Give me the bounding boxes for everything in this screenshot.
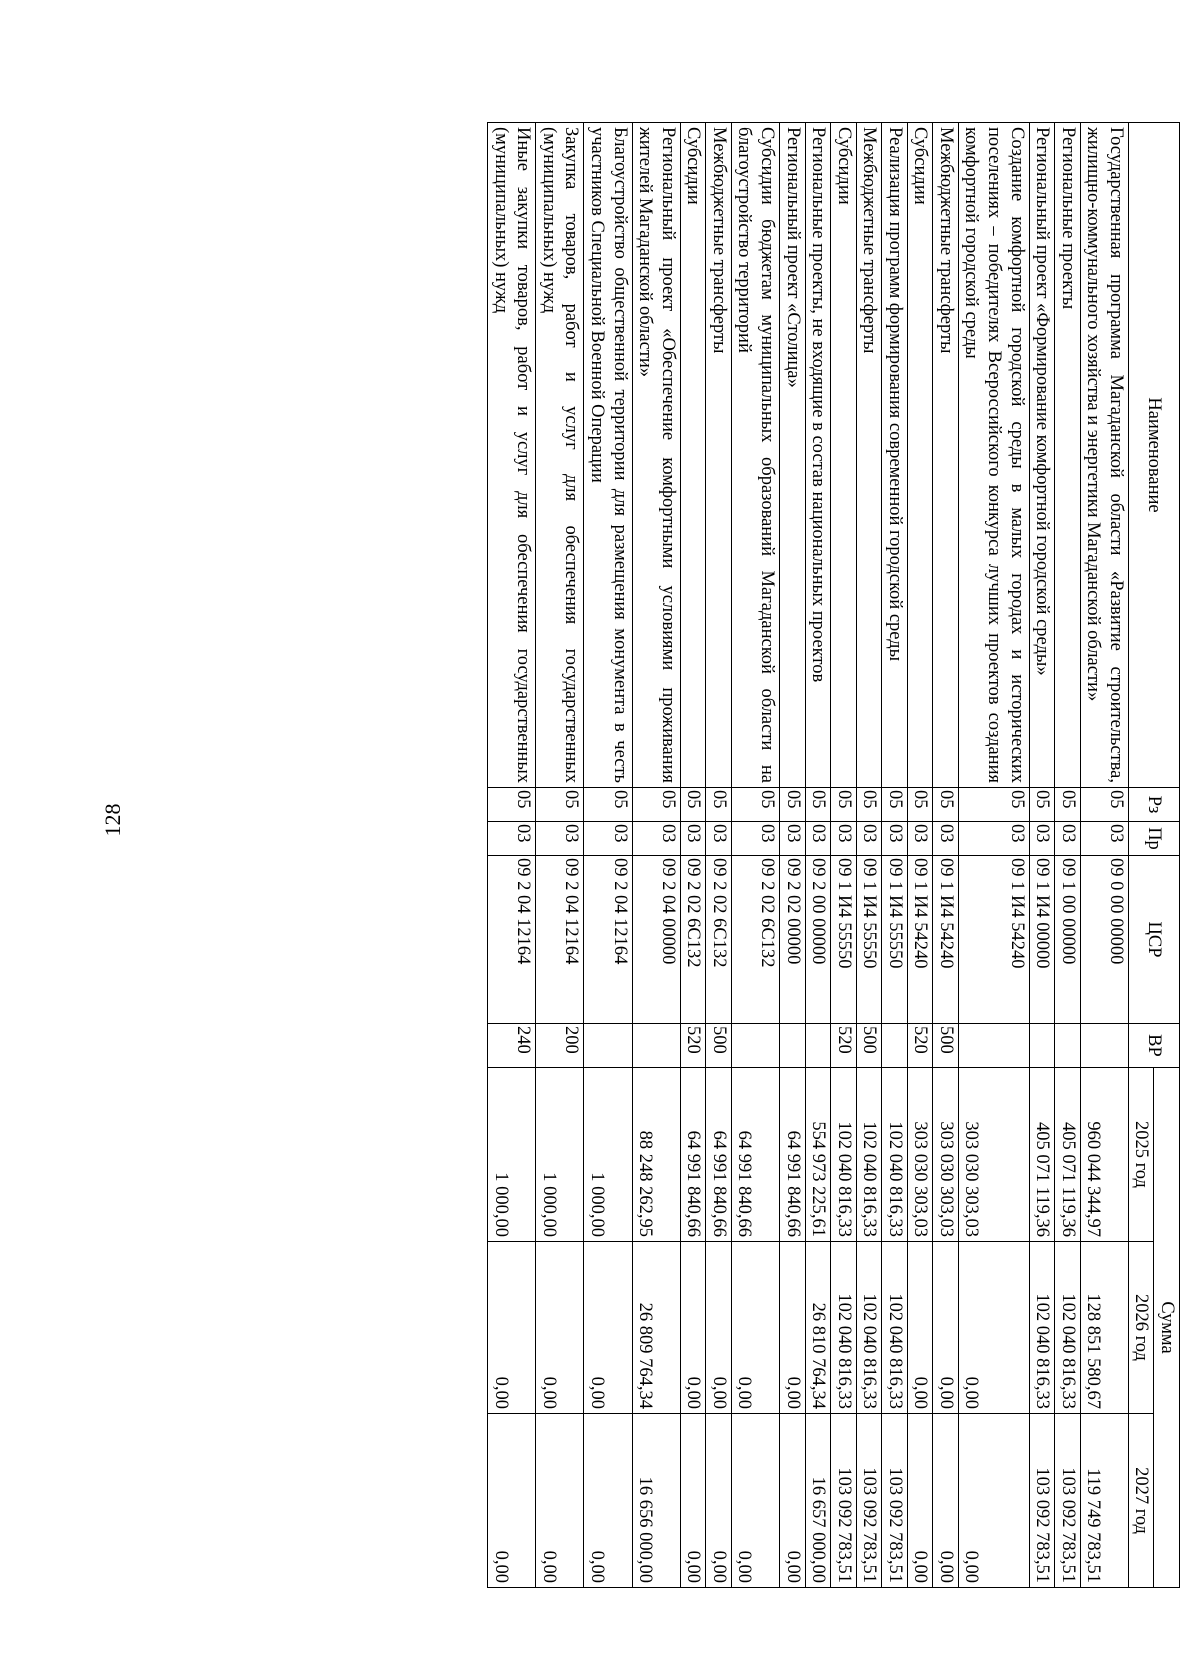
table-row xyxy=(488,123,536,1588)
row-sum-2027: 0,00 xyxy=(680,1414,706,1588)
row-sum-2027: 103 092 783,51 xyxy=(856,1414,882,1588)
table-row xyxy=(632,123,680,1588)
row-sum-2025: 102 040 816,33 xyxy=(856,1068,882,1242)
row-csr: 09 1 И4 54240 xyxy=(958,856,1029,1024)
row-sum-2027: 0,00 xyxy=(958,1414,1029,1588)
row-rz: 05 xyxy=(805,788,831,822)
row-vr xyxy=(584,1024,632,1068)
row-name: Государственная программа Магаданской области «Развитие строительства, жилищно-коммунального хозяйства и энергетики Магаданской области» xyxy=(1080,123,1128,788)
row-sum-2025: 303 030 303,03 xyxy=(907,1068,933,1242)
table-row xyxy=(1029,123,1055,1588)
row-name: Субсидии xyxy=(831,123,857,788)
table-row xyxy=(680,123,706,1588)
row-rz: 05 xyxy=(536,788,584,822)
row-rz: 05 xyxy=(1055,788,1081,822)
row-vr xyxy=(1055,1024,1081,1068)
row-sum-2027: 103 092 783,51 xyxy=(1055,1414,1081,1588)
row-sum-2025: 64 991 840,66 xyxy=(731,1068,779,1242)
row-sum-2025: 303 030 303,03 xyxy=(933,1068,959,1242)
row-vr: 520 xyxy=(907,1024,933,1068)
table-row xyxy=(856,123,882,1588)
row-sum-2027: 0,00 xyxy=(706,1414,732,1588)
row-sum-2027: 103 092 783,51 xyxy=(882,1414,908,1588)
row-sum-2025: 405 071 119,36 xyxy=(1029,1068,1055,1242)
row-csr: 09 1 И4 54240 xyxy=(907,856,933,1024)
row-csr: 09 2 00 00000 xyxy=(805,856,831,1024)
row-vr: 500 xyxy=(706,1024,732,1068)
row-sum-2027: 0,00 xyxy=(488,1414,536,1588)
table-row xyxy=(805,123,831,1588)
row-pr: 03 xyxy=(706,822,732,856)
row-pr: 03 xyxy=(536,822,584,856)
row-sum-2026: 26 810 764,34 xyxy=(805,1242,831,1414)
row-pr: 03 xyxy=(1029,822,1055,856)
row-csr: 09 1 И4 00000 xyxy=(1029,856,1055,1024)
budget-table xyxy=(487,122,1180,1588)
table-row xyxy=(958,123,1029,1588)
row-rz: 05 xyxy=(907,788,933,822)
table-row xyxy=(1055,123,1081,1588)
row-rz: 05 xyxy=(584,788,632,822)
row-sum-2027: 0,00 xyxy=(536,1414,584,1588)
row-pr: 03 xyxy=(958,822,1029,856)
row-vr: 520 xyxy=(831,1024,857,1068)
row-sum-2026: 0,00 xyxy=(958,1242,1029,1414)
row-vr xyxy=(780,1024,806,1068)
row-csr: 09 0 00 00000 xyxy=(1080,856,1128,1024)
row-name: Субсидии xyxy=(907,123,933,788)
row-pr: 03 xyxy=(933,822,959,856)
row-sum-2025: 88 248 262,95 xyxy=(632,1068,680,1242)
row-sum-2027: 119 749 783,51 xyxy=(1080,1414,1128,1588)
table-row xyxy=(882,123,908,1588)
row-sum-2027: 103 092 783,51 xyxy=(1029,1414,1055,1588)
row-rz: 05 xyxy=(1029,788,1055,822)
row-sum-2025: 102 040 816,33 xyxy=(831,1068,857,1242)
row-csr: 09 2 02 6С132 xyxy=(706,856,732,1024)
row-vr xyxy=(731,1024,779,1068)
row-sum-2027: 0,00 xyxy=(907,1414,933,1588)
row-pr: 03 xyxy=(856,822,882,856)
row-rz: 05 xyxy=(831,788,857,822)
row-pr: 03 xyxy=(1080,822,1128,856)
row-sum-2026: 0,00 xyxy=(584,1242,632,1414)
row-vr xyxy=(1029,1024,1055,1068)
row-sum-2027: 0,00 xyxy=(780,1414,806,1588)
row-sum-2027: 0,00 xyxy=(933,1414,959,1588)
row-csr: 09 1 И4 55550 xyxy=(856,856,882,1024)
row-sum-2025: 405 071 119,36 xyxy=(1055,1068,1081,1242)
row-csr: 09 2 02 00000 xyxy=(780,856,806,1024)
table-row xyxy=(706,123,732,1588)
row-sum-2025: 102 040 816,33 xyxy=(882,1068,908,1242)
row-sum-2026: 0,00 xyxy=(731,1242,779,1414)
row-sum-2026: 0,00 xyxy=(780,1242,806,1414)
row-vr: 520 xyxy=(680,1024,706,1068)
row-pr: 03 xyxy=(805,822,831,856)
row-rz: 05 xyxy=(933,788,959,822)
row-csr: 09 1 И4 55550 xyxy=(831,856,857,1024)
row-csr: 09 2 04 00000 xyxy=(632,856,680,1024)
header-year-2025: 2025 год xyxy=(1128,1068,1154,1242)
row-name: Иные закупки товаров, работ и услуг для обеспечения государственных (муниципальных) нужд xyxy=(488,123,536,788)
row-name: Субсидии xyxy=(680,123,706,788)
table-body xyxy=(488,123,1129,1588)
row-vr xyxy=(882,1024,908,1068)
table-row xyxy=(1080,123,1128,1588)
header-name: Наименование xyxy=(1128,123,1179,788)
row-name: Субсидии бюджетам муниципальных образований Магаданской области на благоустройство территорий xyxy=(731,123,779,788)
row-rz: 05 xyxy=(882,788,908,822)
row-rz: 05 xyxy=(680,788,706,822)
row-name: Благоустройство общественной территории для размещения монумента в честь участников Специальной Военной Операции xyxy=(584,123,632,788)
header-rz: Рз xyxy=(1128,788,1179,822)
table-row xyxy=(831,123,857,1588)
row-name: Закупка товаров, работ и услуг для обеспечения государственных (муниципальных) нужд xyxy=(536,123,584,788)
row-sum-2025: 1 000,00 xyxy=(488,1068,536,1242)
row-sum-2026: 102 040 816,33 xyxy=(831,1242,857,1414)
header-sum: Сумма xyxy=(1154,1068,1180,1588)
row-sum-2026: 0,00 xyxy=(933,1242,959,1414)
table-row xyxy=(584,123,632,1588)
row-name: Межбюджетные трансферты xyxy=(933,123,959,788)
header-year-2026: 2026 год xyxy=(1128,1242,1154,1414)
row-vr xyxy=(632,1024,680,1068)
row-vr xyxy=(958,1024,1029,1068)
table-row xyxy=(731,123,779,1588)
row-rz: 05 xyxy=(706,788,732,822)
row-name: Межбюджетные трансферты xyxy=(706,123,732,788)
row-pr: 03 xyxy=(1055,822,1081,856)
row-sum-2025: 960 044 344,97 xyxy=(1080,1068,1128,1242)
row-sum-2026: 102 040 816,33 xyxy=(856,1242,882,1414)
row-name: Создание комфортной городской среды в малых городах и исторических поселениях – победителях Всероссийского конкурса лучших проектов создания комфортной городской среды xyxy=(958,123,1029,788)
row-sum-2025: 1 000,00 xyxy=(536,1068,584,1242)
row-rz: 05 xyxy=(780,788,806,822)
row-sum-2025: 64 991 840,66 xyxy=(680,1068,706,1242)
row-pr: 03 xyxy=(488,822,536,856)
row-sum-2027: 16 657 000,00 xyxy=(805,1414,831,1588)
row-rz: 05 xyxy=(731,788,779,822)
row-vr xyxy=(1080,1024,1128,1068)
row-sum-2025: 64 991 840,66 xyxy=(706,1068,732,1242)
row-pr: 03 xyxy=(632,822,680,856)
row-rz: 05 xyxy=(958,788,1029,822)
row-sum-2025: 303 030 303,03 xyxy=(958,1068,1029,1242)
rotated-page-content xyxy=(160,122,1180,1587)
row-sum-2027: 0,00 xyxy=(584,1414,632,1588)
row-csr: 09 2 02 6С132 xyxy=(731,856,779,1024)
row-sum-2026: 0,00 xyxy=(706,1242,732,1414)
row-sum-2026: 102 040 816,33 xyxy=(1055,1242,1081,1414)
row-vr xyxy=(805,1024,831,1068)
row-rz: 05 xyxy=(488,788,536,822)
header-vr: ВР xyxy=(1128,1024,1179,1068)
row-sum-2027: 103 092 783,51 xyxy=(831,1414,857,1588)
header-pr: Пр xyxy=(1128,822,1179,856)
header-year-2027: 2027 год xyxy=(1128,1414,1154,1588)
row-csr: 09 2 04 12164 xyxy=(488,856,536,1024)
row-name: Региональный проект «Обеспечение комфортными условиями проживания жителей Магаданской области» xyxy=(632,123,680,788)
row-pr: 03 xyxy=(907,822,933,856)
row-name: Реализация программ формирования современной городской среды xyxy=(882,123,908,788)
row-csr: 09 1 00 00000 xyxy=(1055,856,1081,1024)
row-pr: 03 xyxy=(584,822,632,856)
row-pr: 03 xyxy=(680,822,706,856)
row-pr: 03 xyxy=(882,822,908,856)
row-sum-2026: 102 040 816,33 xyxy=(1029,1242,1055,1414)
row-sum-2025: 554 973 225,61 xyxy=(805,1068,831,1242)
table-header xyxy=(1128,123,1179,1588)
row-sum-2026: 102 040 816,33 xyxy=(882,1242,908,1414)
row-vr: 200 xyxy=(536,1024,584,1068)
row-rz: 05 xyxy=(856,788,882,822)
header-csr: ЦСР xyxy=(1128,856,1179,1024)
row-pr: 03 xyxy=(831,822,857,856)
row-name: Межбюджетные трансферты xyxy=(856,123,882,788)
table-row xyxy=(536,123,584,1588)
row-csr: 09 2 04 12164 xyxy=(584,856,632,1024)
page-number: 128 xyxy=(100,803,125,837)
row-sum-2026: 26 809 764,34 xyxy=(632,1242,680,1414)
row-vr: 240 xyxy=(488,1024,536,1068)
table-row xyxy=(907,123,933,1588)
row-csr: 09 2 02 6С132 xyxy=(680,856,706,1024)
row-sum-2026: 128 851 580,67 xyxy=(1080,1242,1128,1414)
row-name: Региональные проекты, не входящие в состав национальных проектов xyxy=(805,123,831,788)
row-sum-2026: 0,00 xyxy=(907,1242,933,1414)
table-row xyxy=(933,123,959,1588)
row-csr: 09 1 И4 54240 xyxy=(933,856,959,1024)
row-name: Региональные проекты xyxy=(1055,123,1081,788)
row-csr: 09 1 И4 55550 xyxy=(882,856,908,1024)
row-sum-2027: 0,00 xyxy=(731,1414,779,1588)
row-vr: 500 xyxy=(933,1024,959,1068)
row-sum-2025: 1 000,00 xyxy=(584,1068,632,1242)
row-rz: 05 xyxy=(632,788,680,822)
row-pr: 03 xyxy=(731,822,779,856)
row-sum-2026: 0,00 xyxy=(680,1242,706,1414)
table-row xyxy=(780,123,806,1588)
row-sum-2026: 0,00 xyxy=(536,1242,584,1414)
row-sum-2025: 64 991 840,66 xyxy=(780,1068,806,1242)
row-csr: 09 2 04 12164 xyxy=(536,856,584,1024)
row-sum-2026: 0,00 xyxy=(488,1242,536,1414)
row-pr: 03 xyxy=(780,822,806,856)
row-rz: 05 xyxy=(1080,788,1128,822)
row-sum-2027: 16 656 000,00 xyxy=(632,1414,680,1588)
row-vr: 500 xyxy=(856,1024,882,1068)
row-name: Региональный проект «Столица» xyxy=(780,123,806,788)
row-name: Региональный проект «Формирование комфортной городской среды» xyxy=(1029,123,1055,788)
